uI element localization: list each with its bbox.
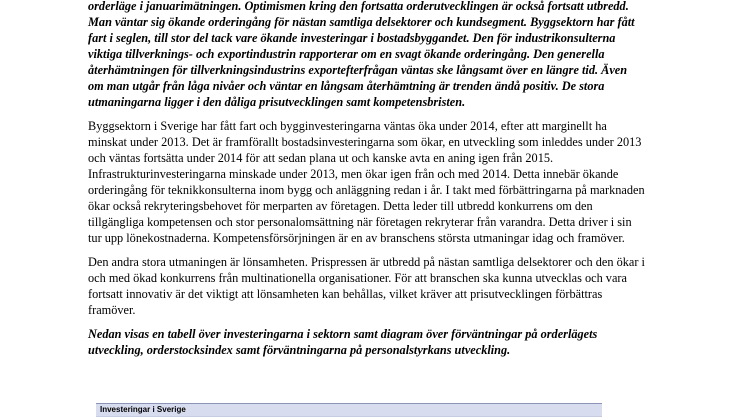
intro-paragraph bbox=[88, 0, 662, 110]
body-line: minskat under 2013. Det är framförallt bostadsinvesteringarna som ökar, en utveckling som inleddes under 2013 bbox=[88, 135, 642, 149]
body-line: och med ökad konkurrens från multinationella organisationer. För att branschen ska kunna utvecklas och vara bbox=[88, 271, 627, 285]
intro-line: återhämtningen för tillverkningsindustrins exportefterfrågan väntas ske långsamt över en längre tid. Även bbox=[88, 63, 628, 77]
body-line: fortsatt innovativ är det viktigt att lönsamheten kan behållas, vilket kräver att prisutvecklingen förbättras bbox=[88, 287, 603, 301]
table-lead-paragraph bbox=[88, 326, 662, 358]
intro-line: viktiga tillverknings- och exportindustrin rapporterar om en svagt ökande orderingång. Den generella bbox=[88, 47, 605, 61]
body-line: tur upp lönekostnaderna. Kompetensförsörjningen är en av branschens största utmaningar idag och framöver. bbox=[88, 231, 625, 245]
body-line: Infrastrukturinvesteringarna minskade under 2013, men ökar igen från och med 2014. Detta innebär ökande bbox=[88, 167, 619, 181]
intro-line: utmaningarna ligger i den dåliga prisutvecklingen samt kompetensbristen. bbox=[88, 95, 466, 109]
table-title: Investeringar i Sverige bbox=[100, 405, 186, 414]
intro-line: om man utgår från låga nivåer och väntar en långsam återhämtning är trenden ändå positiv. De stora bbox=[88, 79, 605, 93]
investment-table-header bbox=[96, 403, 602, 419]
lead-line: Nedan visas en tabell över investeringarna i sektorn samt diagram över förväntningar på orderlägets bbox=[88, 327, 598, 341]
body-line: ökar också rekryteringsbehovet för merparten av företagen. Detta leder till utbredd konkurrens om den bbox=[88, 199, 593, 213]
intro-line: Man väntar sig ökande orderingång för nästan samtliga delsektorer och kundsegment. Byggsektorn har fått bbox=[88, 15, 635, 29]
body-paragraph-profitability bbox=[88, 254, 662, 318]
document-page bbox=[88, 0, 662, 358]
body-line: Den andra stora utmaningen är lönsamheten. Prispressen är utbredd på nästan samtliga delsektorer och den ökar i bbox=[88, 255, 645, 269]
lead-line: utveckling, orderstocksindex samt förväntningarna på personalstyrkans utveckling. bbox=[88, 343, 511, 357]
body-line: och väntas fortsätta under 2014 för att sedan plana ut och kanske avta en aning igen från 2015. bbox=[88, 151, 554, 165]
table-first-row bbox=[96, 416, 602, 420]
intro-line: fart i seglen, till stor del tack vare ökande investeringar i bostadsbyggandet. Den för industrikonsulterna bbox=[88, 31, 616, 45]
body-line: Byggsektorn i Sverige har fått fart och bygginvesteringarna väntas öka under 2014, efter att marginellt ha bbox=[88, 119, 607, 133]
body-line: tillgängliga kompetensen och stor personalomsättning när företagen rekryterar från varandra. Detta driver i sin bbox=[88, 215, 632, 229]
intro-line: orderläge i januarimätningen. Optimismen kring den fortsatta orderutvecklingen är också fortsatt utbredd. bbox=[88, 0, 629, 13]
body-line: framöver. bbox=[88, 303, 136, 317]
body-line: orderingång för teknikkonsulterna inom bygg och anläggning redan i år. I takt med förbättringarna på marknaden bbox=[88, 183, 645, 197]
body-paragraph-construction bbox=[88, 118, 662, 246]
